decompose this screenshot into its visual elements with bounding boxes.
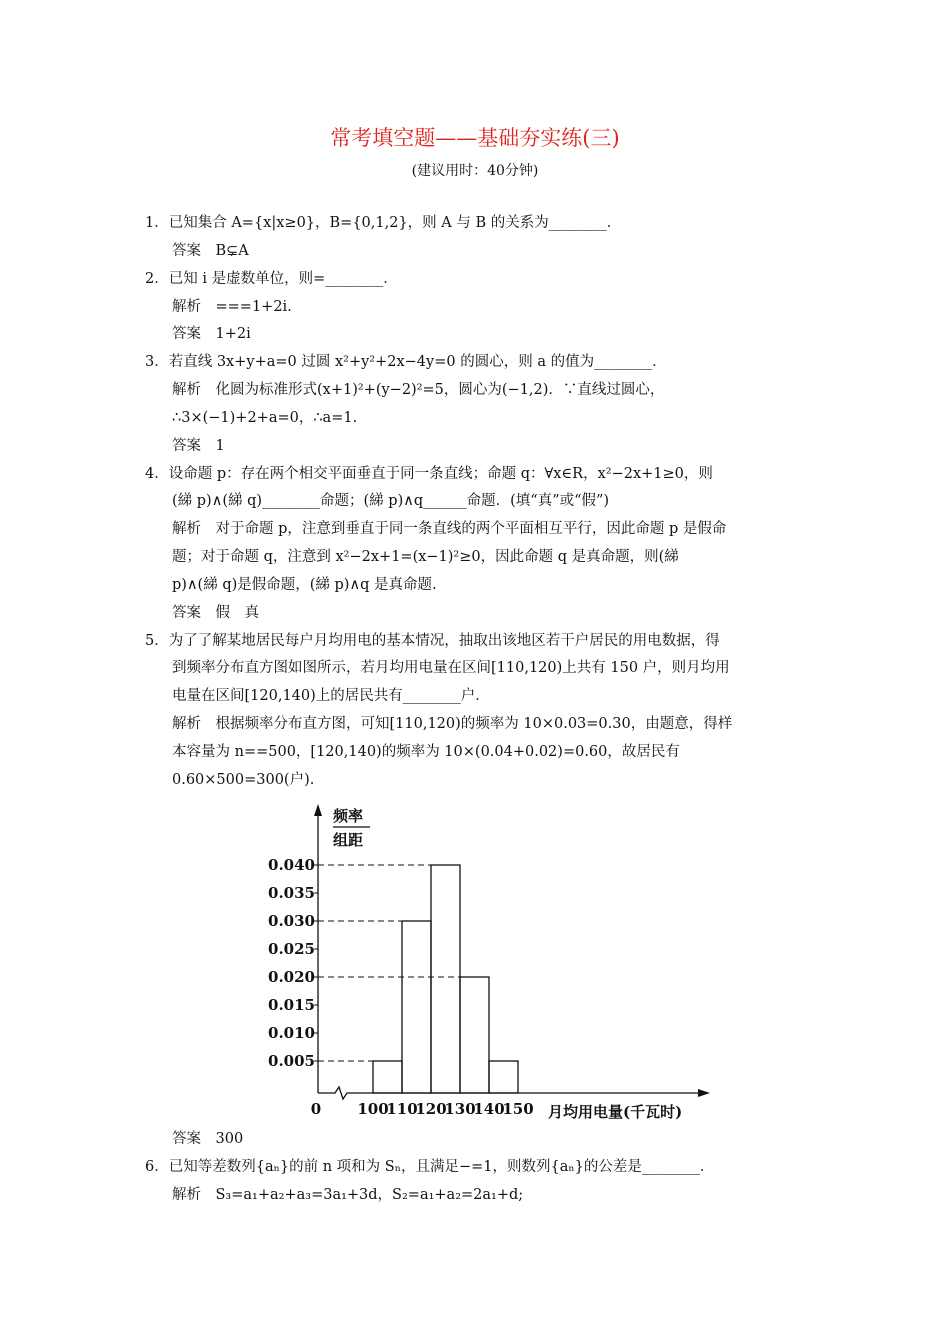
x-tick-label: 150 (502, 1100, 534, 1118)
text-line: p)∧(綈 q)是假命题，(綈 p)∧q 是真命题. (172, 577, 437, 593)
text-line: 题；对于命题 q，注意到 x²−2x+1=(x−1)²≥0，因此命题 q 是真命题，则(綈 (172, 549, 679, 565)
x-tick-label: 140 (473, 1100, 505, 1118)
text-line: 答案 1 (172, 438, 225, 454)
text-line: 答案 300 (172, 1131, 244, 1147)
y-tick-label: 0.015 (268, 996, 315, 1014)
text-line: 答案 1+2i (172, 326, 251, 342)
x-tick-label: 110 (386, 1100, 418, 1118)
y-tick-label: 0.040 (268, 856, 315, 874)
histogram-bar (489, 1061, 518, 1093)
text-line: 4．设命题 p：存在两个相交平面垂直于同一条直线；命题 q：∀x∈R，x²−2x+1≥0，则 (145, 466, 713, 482)
text-line: 6．已知等差数列{aₙ}的前 n 项和为 Sₙ，且满足−=1，则数列{aₙ}的公差是________． (145, 1159, 715, 1175)
page-title: 常考填空题——基础夯实练(三) (330, 126, 620, 150)
x-axis-arrow (698, 1089, 710, 1097)
text-line: 1．已知集合 A={x|x≥0}，B={0,1,2}，则 A 与 B 的关系为________． (145, 215, 622, 231)
y-axis-label-denominator: 组距 (333, 831, 364, 849)
text-line: 本容量为 n==500，[120,140)的频率为 10×(0.04+0.02)=0.60，故居民有 (172, 744, 680, 760)
text-line: 3．若直线 3x+y+a=0 过圆 x²+y²+2x−4y=0 的圆心，则 a 的值为________． (145, 354, 667, 370)
text-line: 到频率分布直方图如图所示，若月均用电量在区间[110,120)上共有 150 户，则月均用 (172, 660, 730, 676)
x-tick-label: 120 (415, 1100, 447, 1118)
histogram-bar (402, 921, 431, 1093)
text-line: 电量在区间[120,140)上的居民共有________户． (172, 688, 490, 704)
text-line: (綈 p)∧(綈 q)________命题；(綈 p)∧q______命题．(填“真”或“假”) (172, 493, 610, 509)
histogram-bar (460, 977, 489, 1093)
text-line: 解析 化圆为标准形式(x+1)²+(y−2)²=5，圆心为(−1,2)．∵直线过圆心， (172, 382, 665, 398)
y-axis-arrow (314, 804, 322, 816)
y-tick-label: 0.030 (268, 912, 315, 930)
histogram-bar (373, 1061, 402, 1093)
x-axis-label: 月均用电量(千瓦时) (548, 1103, 683, 1121)
y-tick-label: 0.035 (268, 884, 315, 902)
y-tick-label: 0.010 (268, 1024, 315, 1042)
y-tick-label: 0.020 (268, 968, 315, 986)
y-axis-label-numerator: 频率 (333, 807, 364, 825)
histogram-bar (431, 865, 460, 1093)
text-line: 5．为了了解某地居民每户月均用电的基本情况，抽取出该地区若干户居民的用电数据，得 (145, 633, 720, 649)
suggested-time: (建议用时：40分钟) (411, 163, 539, 179)
text-line: 解析 对于命题 p，注意到垂直于同一条直线的两个平面相互平行，因此命题 p 是假命 (172, 521, 727, 537)
text-line: 解析 S₃=a₁+a₂+a₃=3a₁+3d，S₂=a₁+a₂=2a₁+d; (172, 1187, 524, 1203)
y-tick-label: 0.005 (268, 1052, 315, 1070)
text-line: 答案 B⊊A (172, 243, 249, 259)
x-tick-label: 130 (444, 1100, 476, 1118)
text-line: 解析 根据频率分布直方图，可知[110,120)的频率为 10×0.03=0.30，由题意，得样 (172, 716, 733, 732)
y-tick-label: 0.025 (268, 940, 315, 958)
text-line: 解析 ===1+2i. (172, 299, 292, 315)
text-line: 2．已知 i 是虚数单位，则=________． (145, 271, 398, 287)
text-line: 答案 假 真 (172, 605, 259, 621)
text-line: 0.60×500=300(户). (172, 772, 315, 788)
x-tick-label: 100 (357, 1100, 389, 1118)
origin-label: 0 (310, 1100, 322, 1118)
text-line: ∴3×(−1)+2+a=0，∴a=1. (172, 410, 358, 426)
